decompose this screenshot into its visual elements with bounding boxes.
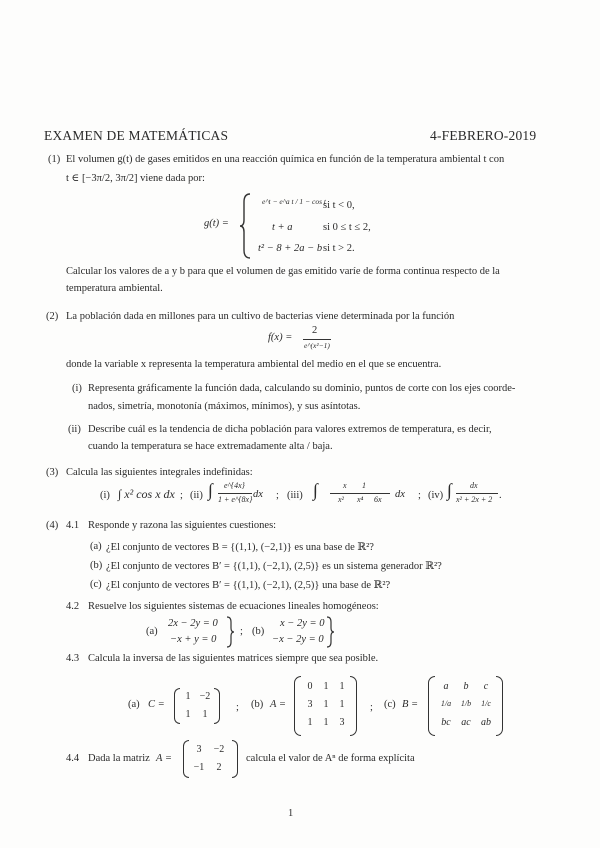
q4-3-number: 4.3 xyxy=(66,653,80,664)
q3-iii-num-a: x xyxy=(343,481,347,490)
q3-iv-den: x² + 2x + 2 xyxy=(456,495,493,504)
q4-3c-paren-right xyxy=(496,676,503,736)
q1-text-line2: t ∈ [−3π/2, 3π/2] viene dada por: xyxy=(66,173,205,184)
q1-text-line3: Calcular los valores de a y b para que el volumen de gas emitido varíe de forma continua respecto de la xyxy=(66,266,500,277)
q4-1c-label: (c) xyxy=(90,579,102,590)
q2-number: (2) xyxy=(46,311,59,322)
q2-text-line2: donde la variable x representa la temperatura ambiental del medio en el que se encuentra. xyxy=(66,359,442,370)
q3-iii-bar xyxy=(330,493,390,494)
q3-ii-num: e^{4x} xyxy=(224,481,245,490)
q4-2b-brace-icon xyxy=(326,616,334,648)
matrix-cell: 1 xyxy=(339,681,345,692)
q4-3-text: Calcula la inversa de las siguientes matrices siempre que sea posible. xyxy=(88,653,379,664)
q1-text-line4: temperatura ambiental. xyxy=(66,283,163,294)
matrix-cell: −2 xyxy=(213,744,225,755)
q4-3a-name: C = xyxy=(148,699,165,710)
q3-iv-num: dx xyxy=(470,481,478,490)
q4-2-number: 4.2 xyxy=(66,601,80,612)
exam-title: EXAMEN DE MATEMÁTICAS xyxy=(44,128,229,143)
matrix-cell: 1 xyxy=(202,709,208,720)
q3-ii-bar xyxy=(218,493,252,494)
q3-i-label: (i) xyxy=(100,490,110,501)
q3-iii-den-c: 6x xyxy=(374,495,382,504)
q4-2-sep: ; xyxy=(240,626,243,637)
q4-4-text-line1: Dada la matriz xyxy=(88,753,150,764)
q1-case3-expr: t² − 8 + 2a − b xyxy=(258,243,323,254)
q4-1-number: 4.1 xyxy=(66,520,80,531)
q3-ii-integral: ∫ xyxy=(208,480,213,500)
matrix-cell: 1 xyxy=(185,709,191,720)
q4-2-text: Resuelve los siguientes sistemas de ecuaciones lineales homogéneos: xyxy=(88,601,379,612)
q1-brace-icon xyxy=(238,192,252,260)
matrix-cell: 1 xyxy=(323,681,329,692)
q2-formula-den: e^(x²−1) xyxy=(304,341,330,350)
q4-4-paren-left xyxy=(183,740,189,778)
q3-iv-bar xyxy=(456,493,498,494)
q3-iv-label: (iv) xyxy=(428,490,444,501)
q3-ii-label: (ii) xyxy=(190,490,203,501)
q3-iv-end: . xyxy=(499,490,502,501)
q2-ii-number: (ii) xyxy=(68,424,81,435)
q4-3-sep-1: ; xyxy=(236,702,239,713)
matrix-cell: 1/b xyxy=(460,699,472,708)
q1-case1-expr: e^t − e^a t / 1 − cos t xyxy=(262,197,326,206)
q4-4-number: 4.4 xyxy=(66,753,80,764)
q4-2a-eq1: 2x − 2y = 0 xyxy=(168,618,218,629)
matrix-cell: ac xyxy=(461,717,471,728)
matrix-cell: c xyxy=(483,681,489,692)
q4-3b-name: A = xyxy=(270,699,286,710)
q4-3b-label: (b) xyxy=(251,699,264,710)
q3-ii-dx: dx xyxy=(253,489,263,500)
q4-4-name: A = xyxy=(156,753,172,764)
q3-iii-den-b: x⁴ xyxy=(357,495,364,504)
q3-text: Calcula las siguientes integrales indefinidas: xyxy=(66,467,253,478)
q1-case2-cond: si 0 ≤ t ≤ 2, xyxy=(323,222,371,233)
q2-fraction-bar xyxy=(303,339,331,340)
q3-iii-num-b: 1 xyxy=(362,481,366,490)
q4-3c-label: (c) xyxy=(384,699,396,710)
q4-1a-text: ¿El conjunto de vectores B = {(1,1), (−2,1)} es una base de ℝ²? xyxy=(106,542,374,553)
q3-iii-label: (iii) xyxy=(287,490,303,501)
q1-text-line1: El volumen g(t) de gases emitidos en una reacción química en función de la temperatura ambiental t con xyxy=(66,154,505,165)
exam-date: 4-FEBRERO-2019 xyxy=(430,128,537,143)
q3-iii-integral: ∫ xyxy=(313,480,318,500)
q3-ii-den: 1 + e^{8x} xyxy=(218,495,253,504)
q4-2a-eq2: −x + y = 0 xyxy=(170,634,217,645)
q3-sep-3: ; xyxy=(418,490,421,501)
q3-number: (3) xyxy=(46,467,59,478)
q2-ii-text-line2: cuando la temperatura se hace extremadamente alta / baja. xyxy=(88,441,333,452)
matrix-cell: a xyxy=(443,681,449,692)
q1-case2-expr: t + a xyxy=(272,222,293,233)
matrix-cell: 3 xyxy=(339,717,345,728)
q4-3a-paren-right xyxy=(214,688,220,724)
q4-number: (4) xyxy=(46,520,59,531)
q4-3c-paren-left xyxy=(428,676,435,736)
q3-sep-2: ; xyxy=(276,490,279,501)
q4-1b-text: ¿El conjunto de vectores B′ = {(1,1), (−2,1), (2,5)} es un sistema generador ℝ²? xyxy=(106,561,442,572)
q2-i-text-line2: nados, simetría, monotonía (máximos, mínimos), y sus asíntotas. xyxy=(88,401,361,412)
matrix-cell: −1 xyxy=(193,762,205,773)
q2-ii-text-line1: Describe cuál es la tendencia de dicha población para valores extremos de temperatura, es decir, xyxy=(88,424,492,435)
q3-sep-1: ; xyxy=(180,490,183,501)
q4-3a-label: (a) xyxy=(128,699,140,710)
matrix-cell: 0 xyxy=(307,681,313,692)
matrix-cell: b xyxy=(463,681,469,692)
q4-4-text-line2: calcula el valor de Aⁿ de forma explícita xyxy=(246,753,415,764)
q4-1a-label: (a) xyxy=(90,541,102,552)
q4-3-sep-2: ; xyxy=(370,702,373,713)
q1-number: (1) xyxy=(48,154,61,165)
matrix-cell: 2 xyxy=(216,762,222,773)
q3-i-expr: ∫ x² cos x dx xyxy=(118,487,175,501)
q2-i-text-line1: Representa gráficamente la función dada, calculando su dominio, puntos de corte con los ejes coorde- xyxy=(88,383,516,394)
q3-iii-den-a: x² xyxy=(338,495,344,504)
q2-i-number: (i) xyxy=(72,383,82,394)
matrix-cell: bc xyxy=(441,717,451,728)
matrix-cell: 1 xyxy=(307,717,313,728)
q3-iii-dx: dx xyxy=(395,489,405,500)
matrix-cell: 1/a xyxy=(440,699,452,708)
page-number: 1 xyxy=(288,808,294,819)
q2-text-line1: La población dada en millones para un cultivo de bacterias viene determinada por la función xyxy=(66,311,455,322)
matrix-cell: 1 xyxy=(185,691,191,702)
q4-3b-paren-left xyxy=(294,676,301,736)
matrix-cell: 1/c xyxy=(481,699,491,708)
matrix-cell: 1 xyxy=(323,717,329,728)
matrix-cell: 1 xyxy=(323,699,329,710)
q2-formula-lhs: f(x) = xyxy=(268,332,293,343)
q4-1b-label: (b) xyxy=(90,560,103,571)
matrix-cell: ab xyxy=(481,717,491,728)
matrix-cell: −2 xyxy=(199,691,211,702)
q1-function-name: g(t) = xyxy=(204,218,229,229)
q1-case3-cond: si t > 2. xyxy=(323,243,355,254)
matrix-cell: 3 xyxy=(196,744,202,755)
q4-2a-brace-icon xyxy=(226,616,234,648)
q4-2b-label: (b) xyxy=(252,626,265,637)
q4-3b-paren-right xyxy=(350,676,357,736)
matrix-cell: 1 xyxy=(339,699,345,710)
matrix-cell: 3 xyxy=(307,699,313,710)
q1-case1-cond: si t < 0, xyxy=(323,200,355,211)
q3-iv-integral: ∫ xyxy=(447,480,452,500)
q4-1c-text: ¿El conjunto de vectores B′ = {(1,1), (−2,1), (2,5)} una base de ℝ²? xyxy=(106,580,391,591)
q4-2b-eq1: x − 2y = 0 xyxy=(280,618,325,629)
q4-4-paren-right xyxy=(232,740,238,778)
q4-3c-name: B = xyxy=(402,699,419,710)
q4-2a-label: (a) xyxy=(146,626,158,637)
q4-1-text: Responde y razona las siguientes cuestiones: xyxy=(88,520,277,531)
q4-2b-eq2: −x − 2y = 0 xyxy=(272,634,324,645)
q2-formula-num: 2 xyxy=(312,325,318,336)
